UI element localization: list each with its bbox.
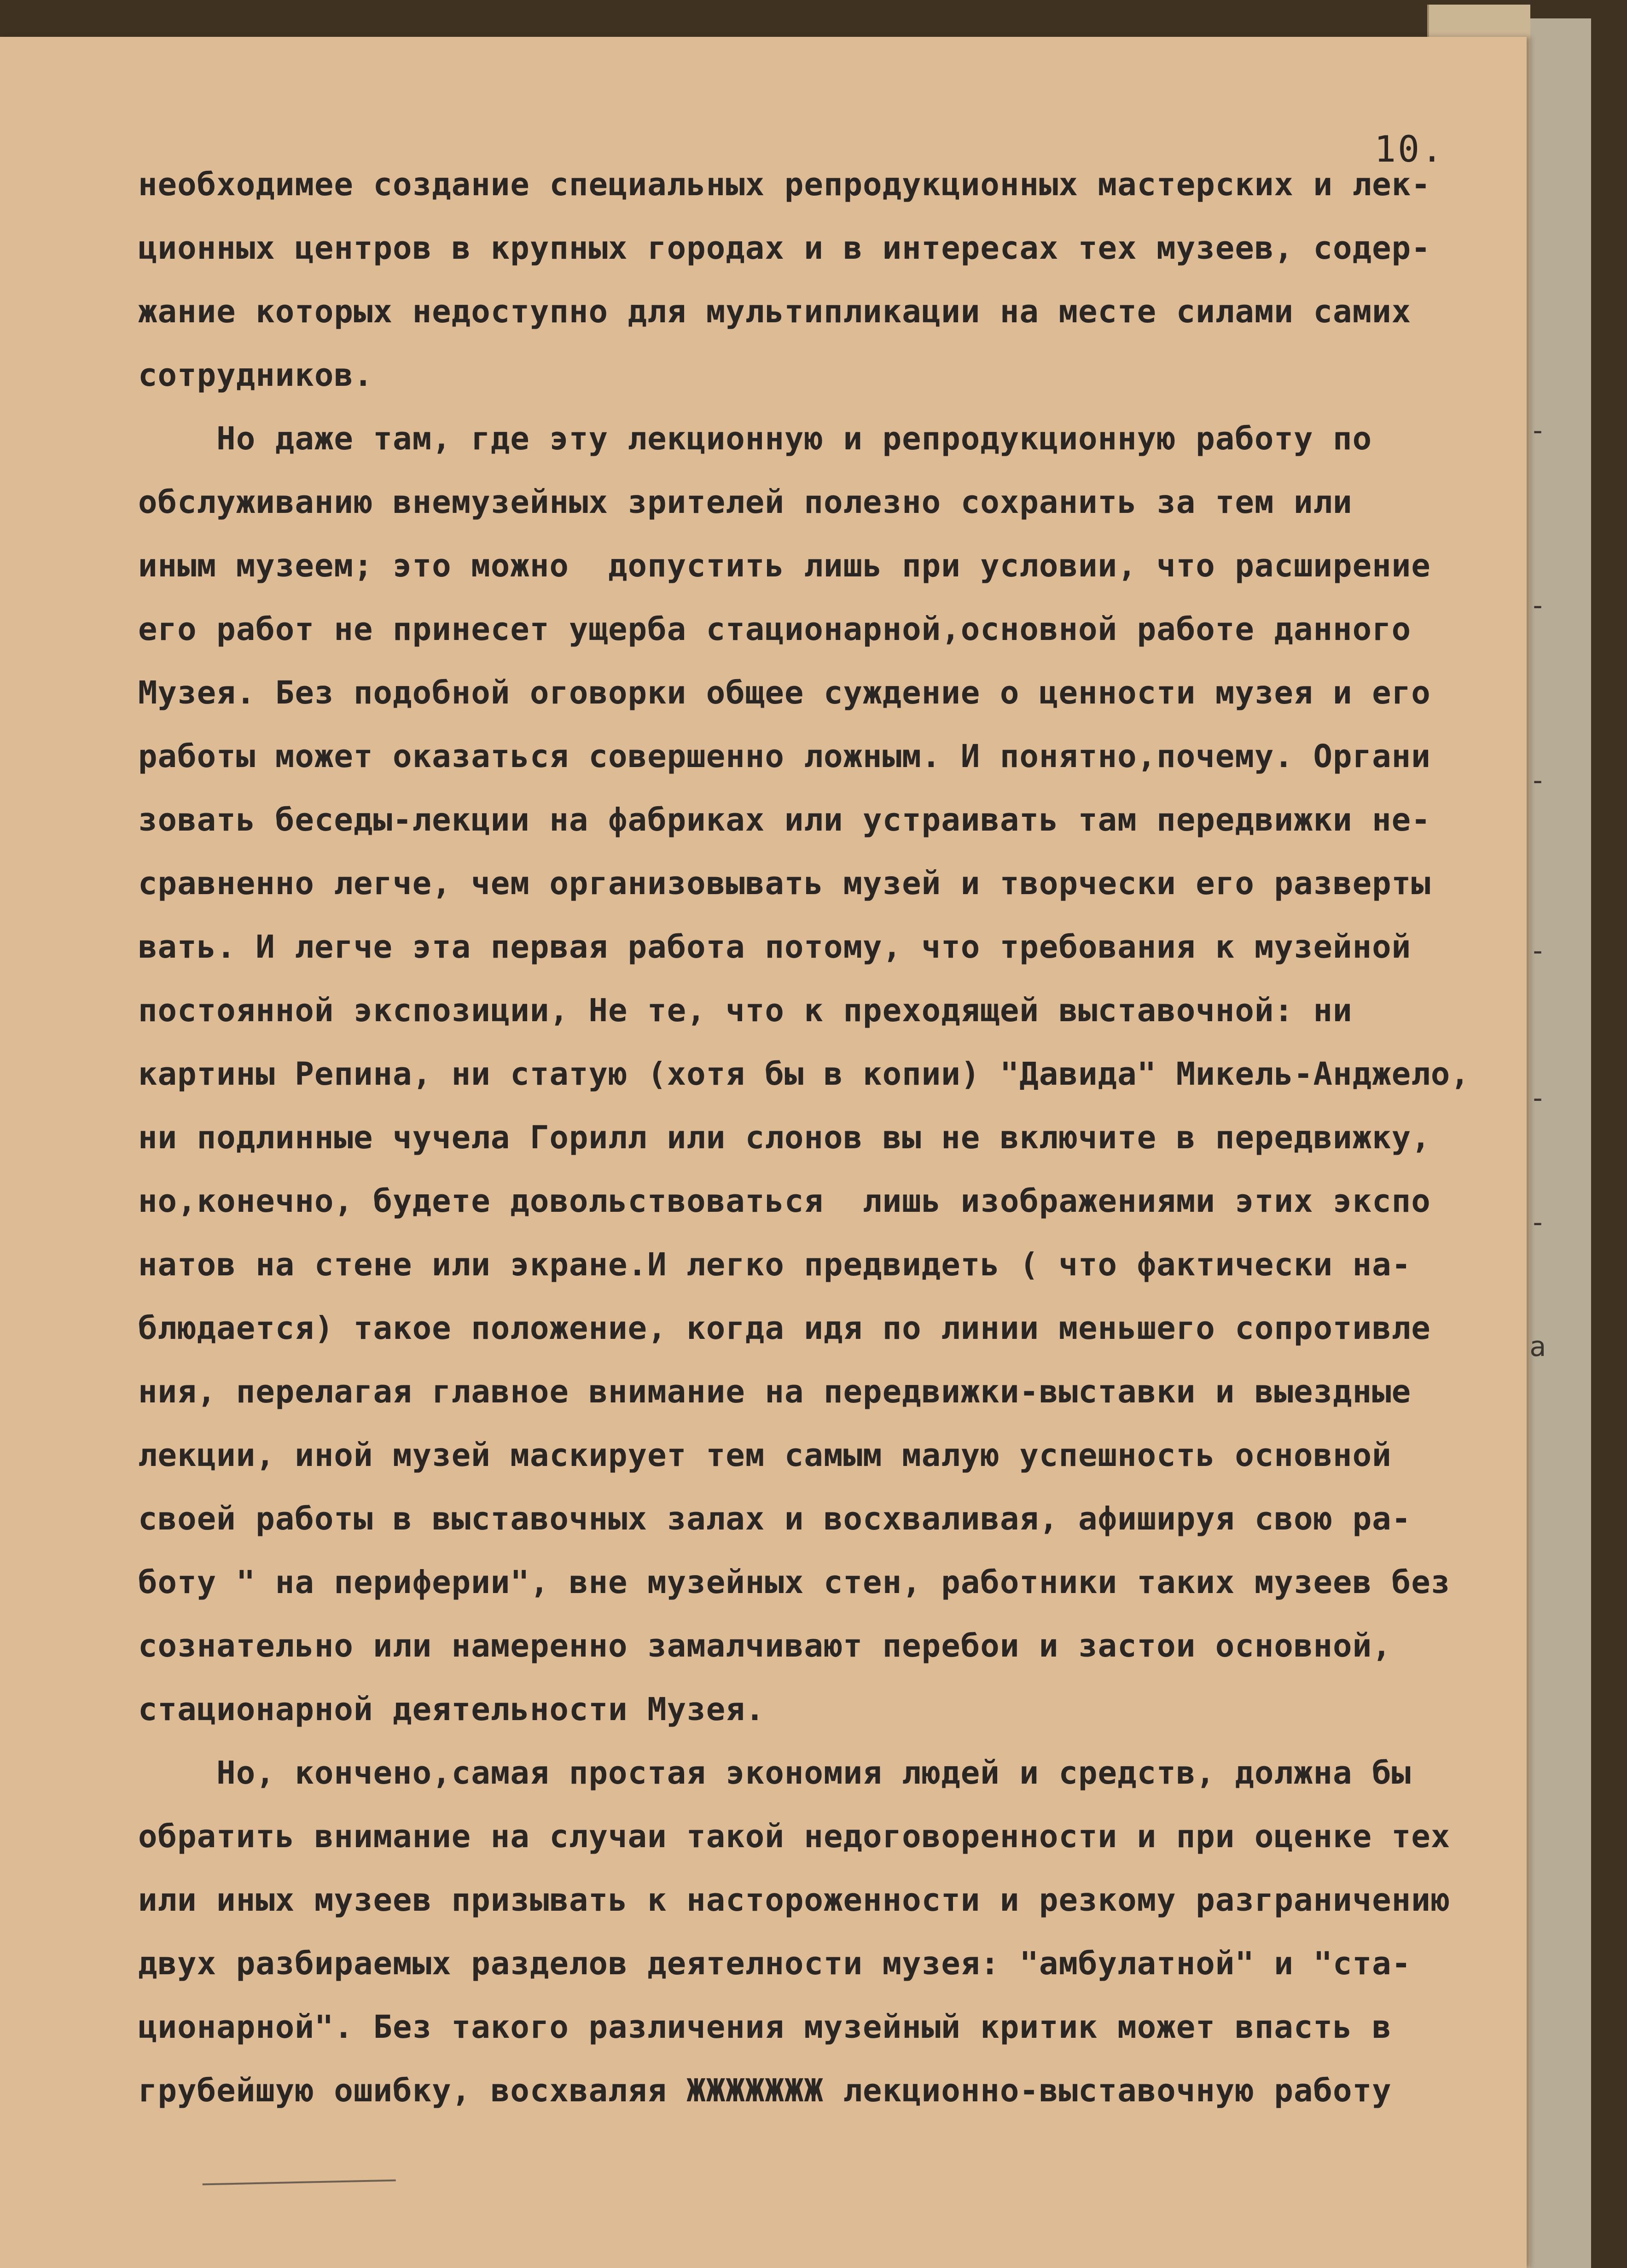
text-line: сознательно или намеренно замалчивают перебои и застои основной, xyxy=(138,1628,1392,1664)
text-line: натов на стене или экране.И легко предвидеть ( что фактически на- xyxy=(138,1246,1412,1283)
text-line: грубейшую ошибку, восхваляя ЖЖЖЖЖЖЖ лекционно-выставочную работу xyxy=(138,2072,1392,2109)
text-line: работы может оказаться совершенно ложным. И понятно,почему. Органи xyxy=(138,738,1431,775)
edge-mark: - xyxy=(1529,1082,1546,1114)
text-line: постоянной экспозиции, Не те, что к преходящей выставочной: ни xyxy=(138,992,1353,1029)
text-line: двух разбираемых разделов деятелности музея: "амбулатной" и "ста- xyxy=(138,1945,1412,1982)
edge-mark: - xyxy=(1529,1206,1546,1239)
edge-mark: - xyxy=(1529,764,1546,797)
text-line: стационарной деятельности Музея. xyxy=(138,1691,765,1728)
text-line: ционных центров в крупных городах и в интересах тех музеев, содер- xyxy=(138,230,1431,267)
text-line: своей работы в выставочных залах и восхваливая, афишируя свою ра- xyxy=(138,1500,1412,1537)
text-line: обратить внимание на случаи такой недоговоренности и при оценке тех xyxy=(138,1818,1451,1855)
text-line: Но, кончено,самая простая экономия людей и средств, должна бы xyxy=(138,1755,1412,1791)
text-line: ния, перелагая главное внимание на передвижки-выставки и выездные xyxy=(138,1373,1412,1410)
edge-mark: - xyxy=(1529,589,1546,622)
body-text xyxy=(138,153,1492,2123)
text-line: но,конечно, будете довольствоваться лишь изображениями этих экспо xyxy=(138,1183,1431,1220)
text-line: обслуживанию внемузейных зрителей полезно сохранить за тем или xyxy=(138,484,1353,521)
underlying-sheet-marks xyxy=(1529,414,1546,1519)
text-line: Но даже там, где эту лекционную и репродукционную работу по xyxy=(138,420,1372,457)
page-number: 10. xyxy=(1374,129,1445,170)
edge-mark: - xyxy=(1529,935,1546,967)
text-line: вать. И легче эта первая работа потому, что требования к музейной xyxy=(138,929,1412,965)
text-line: картины Репина, ни статую (хотя бы в копии) "Давида" Микель-Анджело, xyxy=(138,1056,1470,1093)
edge-mark: а xyxy=(1529,1331,1546,1363)
text-line: или иных музеев призывать к настороженности и резкому разграничению xyxy=(138,1882,1451,1919)
text-line: сотрудников. xyxy=(138,357,373,394)
edge-mark: - xyxy=(1529,414,1546,447)
text-line: зовать беседы-лекции на фабриках или устраивать там передвижки не- xyxy=(138,802,1431,838)
text-line: ционарной". Без такого различения музейный критик может впасть в xyxy=(138,2009,1392,2046)
text-line: Музея. Без подобной оговорки общее суждение о ценности музея и его xyxy=(138,675,1431,711)
text-line: необходимее создание специальных репродукционных мастерских и лек- xyxy=(138,166,1431,203)
text-line: блюдается) такое положение, когда идя по линии меньшего сопротивле xyxy=(138,1310,1431,1347)
text-line: его работ не принесет ущерба стационарной,основной работе данного xyxy=(138,611,1412,648)
text-line: боту " на периферии", вне музейных стен, работники таких музеев без xyxy=(138,1564,1451,1601)
text-line: ни подлинные чучела Горилл или слонов вы не включите в передвижку, xyxy=(138,1119,1431,1156)
text-line: лекции, иной музей маскирует тем самым малую успешность основной xyxy=(138,1437,1392,1474)
text-line: сравненно легче, чем организовывать музей и творчески его разверты xyxy=(138,865,1431,902)
text-line: иным музеем; это можно допустить лишь при условии, что расширение xyxy=(138,547,1431,584)
text-line: жание которых недоступно для мультипликации на месте силами самих xyxy=(138,293,1412,330)
